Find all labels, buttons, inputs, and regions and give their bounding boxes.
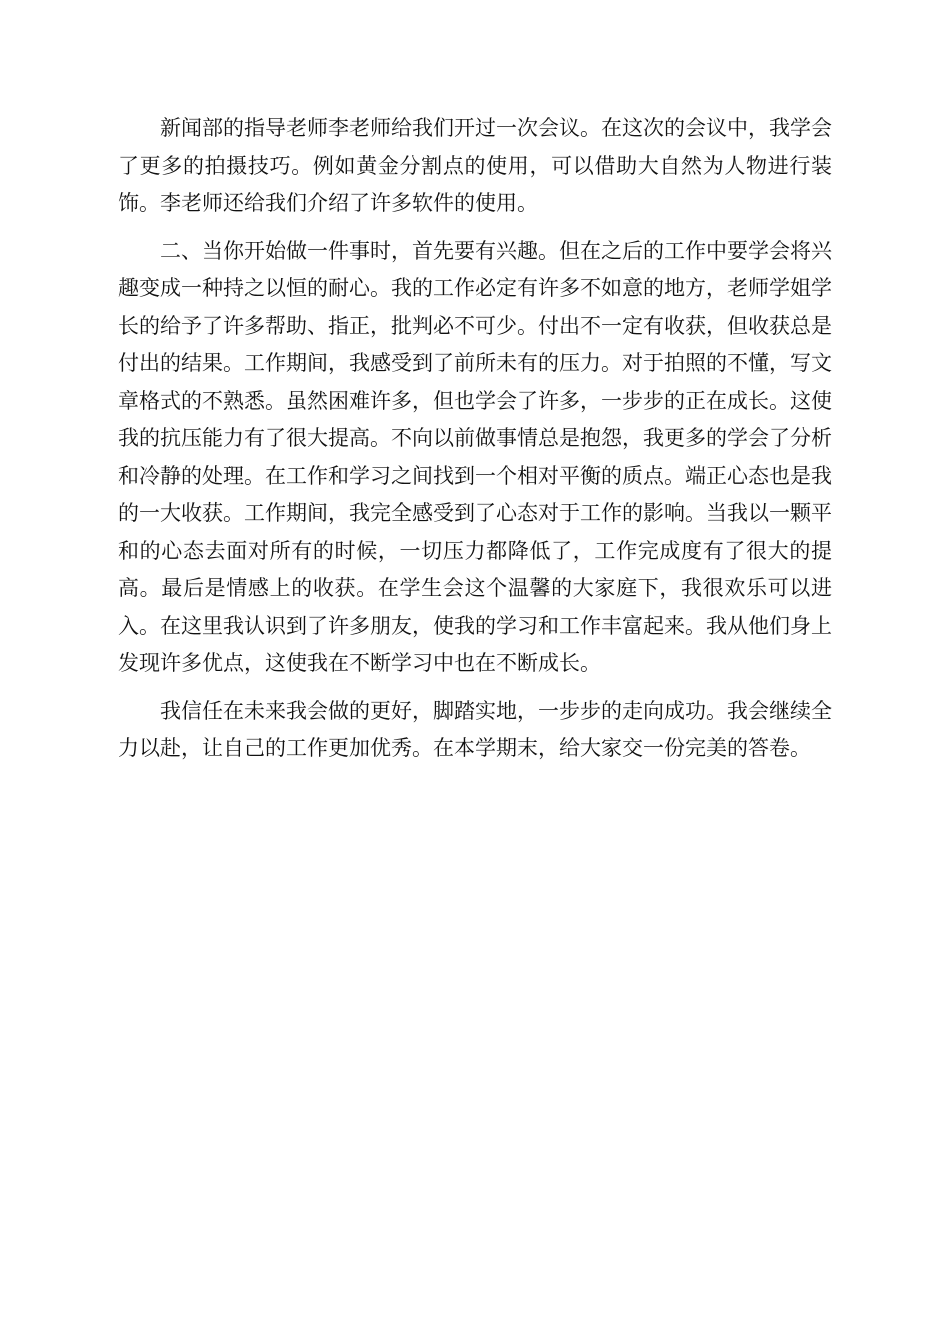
paragraph-meeting: 新闻部的指导老师李老师给我们开过一次会议。在这次的会议中，我学会了更多的拍摄技巧。例如黄金分割点的使用，可以借助大自然为人物进行装饰。李老师还给我们介绍了许多软件的使用。 [118,116,832,215]
paragraph-interest-and-growth: 二、当你开始做一件事时，首先要有兴趣。但在之后的工作中要学会将兴趣变成一种持之以恒的耐心。我的工作必定有许多不如意的地方，老师学姐学长的给予了许多帮助、指正，批判必不可少。付出不一定有收获，但收获总是付出的结果。工作期间，我感受到了前所未有的压力。对于拍照的不懂，写文章格式的不熟悉。虽然困难许多，但也学会了许多，一步步的正在成长。这使我的抗压能力有了很大提高。不向以前做事情总是抱怨，我更多的学会了分析和冷静的处理。在工作和学习之间找到一个相对平衡的质点。端正心态也是我的一大收获。工作期间，我完全感受到了心态对于工作的影响。当我以一颗平和的心态去面对所有的时候，一切压力都降低了，工作完成度有了很大的提高。最后是情感上的收获。在学生会这个温馨的大家庭下，我很欢乐可以进入。在这里我认识到了许多朋友，使我的学习和工作丰富起来。我从他们身上发现许多优点，这使我在不断学习中也在不断成长。 [118,238,832,675]
document-body [118,110,832,778]
paragraph-conclusion: 我信任在未来我会做的更好，脚踏实地，一步步的走向成功。我会继续全力以赴，让自己的工作更加优秀。在本学期末，给大家交一份完美的答卷。 [118,698,832,760]
